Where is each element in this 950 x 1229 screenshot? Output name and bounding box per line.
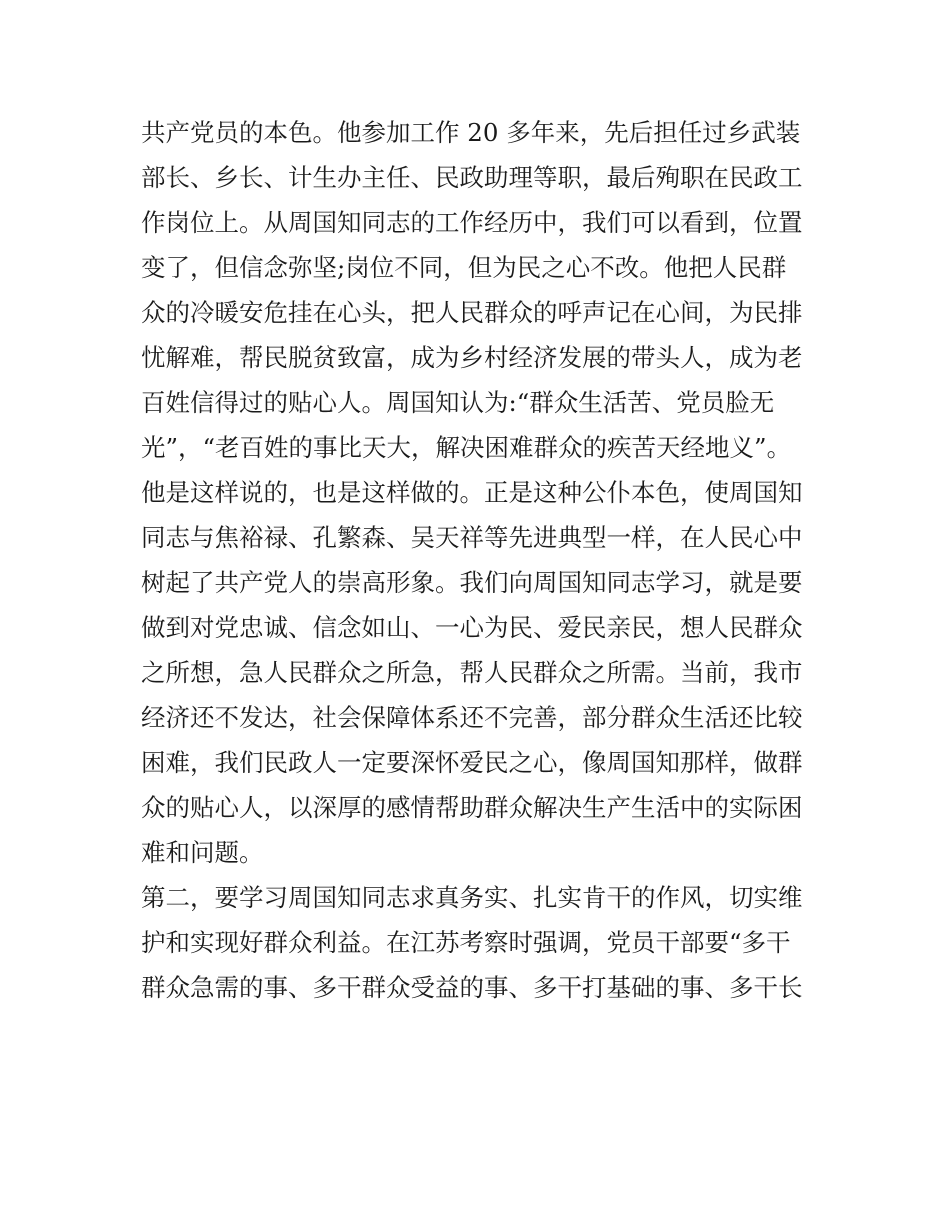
text-line: 同志与焦裕禄、孔繁森、吴天祥等先进典型一样，在人民心中	[141, 523, 803, 552]
text-line: 百姓信得过的贴心人。周国知认为:“群众生活苦、党员脸无	[141, 388, 775, 417]
text-line: 做到对党忠诚、信念如山、一心为民、爱民亲民，想人民群众	[141, 613, 803, 642]
document-body	[141, 110, 821, 1010]
text-line: 变了，但信念弥坚;岗位不同，但为民之心不改。他把人民群	[141, 253, 787, 282]
text-line: 共产党员的本色。他参加工作 20 多年来，先后担任过乡武装	[141, 118, 801, 147]
text-line: 困难，我们民政人一定要深怀爱民之心，像周国知那样，做群	[141, 748, 803, 777]
text-line: 众的贴心人，以深厚的感情帮助群众解决生产生活中的实际困	[141, 793, 803, 822]
text-line: 部长、乡长、计生办主任、民政助理等职，最后殉职在民政工	[141, 163, 803, 192]
text-line: 众的冷暖安危挂在心头，把人民群众的呼声记在心间，为民排	[141, 298, 803, 327]
text-line: 难和问题。	[141, 838, 264, 867]
text-line: 他是这样说的，也是这样做的。正是这种公仆本色，使周国知	[141, 478, 803, 507]
text-line: 作岗位上。从周国知同志的工作经历中，我们可以看到，位置	[141, 208, 803, 237]
text-line: 之所想，急人民群众之所急，帮人民群众之所需。当前，我市	[141, 658, 803, 687]
text-line: 树起了共产党人的崇高形象。我们向周国知同志学习，就是要	[141, 568, 803, 597]
text-line: 经济还不发达，社会保障体系还不完善，部分群众生活还比较	[141, 703, 803, 732]
text-line: 光”，“老百姓的事比天大，解决困难群众的疾苦天经地义”。	[141, 433, 792, 462]
text-line: 第二，要学习周国知同志求真务实、扎实肯干的作风，切实维	[141, 883, 803, 912]
text-line: 忧解难，帮民脱贫致富，成为乡村经济发展的带头人，成为老	[141, 343, 803, 372]
text-line: 群众急需的事、多干群众受益的事、多干打基础的事、多干长	[141, 973, 803, 1002]
text-line: 护和实现好群众利益。在江苏考察时强调，党员干部要“多干	[141, 928, 791, 957]
